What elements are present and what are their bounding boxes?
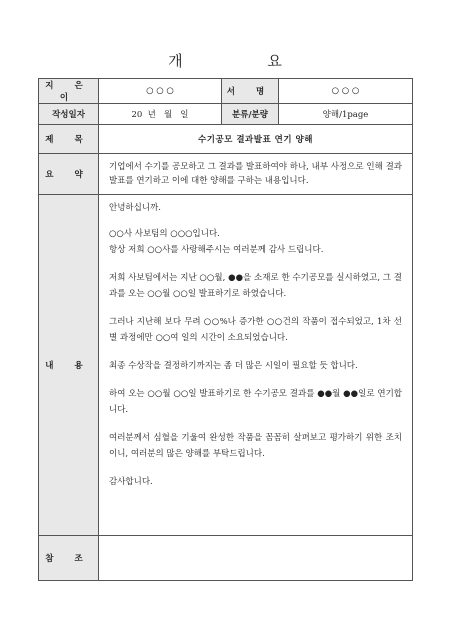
reference-label: 참 조 xyxy=(39,536,99,581)
date-row xyxy=(39,104,413,125)
content-paragraph-closing: 감사합니다. xyxy=(109,477,153,487)
content-paragraph-more-time: 최종 수상작을 결정하기까지는 좀 더 많은 시일이 필요할 듯 합니다. xyxy=(109,361,358,371)
page-title: 개 요 xyxy=(168,52,322,70)
author-value: ○ ○ ○ xyxy=(99,79,222,104)
signature-label: 서 명 xyxy=(222,79,279,104)
content-paragraph-thanks: 항상 저희 ○○사를 사랑해주시는 여러분께 감사 드립니다. xyxy=(109,245,324,255)
content-paragraph-understanding: 여러분께서 심혈을 기울여 완성한 작품을 꼼꼼히 살펴보고 평가하기 위한 조치이니, 여러분의 많은 양해를 부탁드립니다. xyxy=(109,433,402,459)
signature-value: ○ ○ ○ xyxy=(279,79,413,104)
reference-value xyxy=(99,536,413,581)
subject-label: 제 목 xyxy=(39,125,99,154)
content-body xyxy=(99,195,413,536)
author-row xyxy=(39,79,413,104)
content-paragraph-postpone: 하여 오는 ○○월 ○○일 발표하기로 한 수기공모 결과를 ●●월 ●●일로 연기합니다. xyxy=(109,389,402,415)
content-paragraph-intro: ○○사 사보팀의 ○○○입니다. xyxy=(109,229,220,239)
content-label: 내 용 xyxy=(39,195,99,536)
category-label: 분류/분량 xyxy=(222,104,279,125)
author-label: 지 은 이 xyxy=(39,79,99,104)
content-paragraph-greeting: 안녕하십니까. xyxy=(109,203,161,213)
content-paragraph-submissions: 그러나 지난해 보다 무려 ○○%나 증가한 ○○건의 작품이 접수되었고, 1차 선별 과정에만 ○○여 일의 시간이 소요되었습니다. xyxy=(109,317,402,343)
reference-row xyxy=(39,536,413,581)
summary-value: 기업에서 수기를 공모하고 그 결과를 발표하여야 하나, 내부 사정으로 인해 결과 발표를 연기하고 이에 대한 양해를 구하는 내용입니다. xyxy=(99,154,413,195)
summary-row xyxy=(39,154,413,195)
summary-form-table xyxy=(38,78,413,581)
date-label: 작성일자 xyxy=(39,104,99,125)
content-paragraph-contest: 저희 사보팀에서는 지난 ○○월, ●●을 소재로 한 수기공모를 실시하였고, 그 결과를 오는 ○○월 ○○일 발표하기로 하였습니다. xyxy=(109,273,402,299)
summary-label: 요 약 xyxy=(39,154,99,195)
subject-row xyxy=(39,125,413,154)
date-value: 20 년 월 일 xyxy=(99,104,222,125)
content-row xyxy=(39,195,413,536)
category-value: 양해/1page xyxy=(279,104,413,125)
subject-value: 수기공모 결과발표 연기 양해 xyxy=(99,125,413,154)
